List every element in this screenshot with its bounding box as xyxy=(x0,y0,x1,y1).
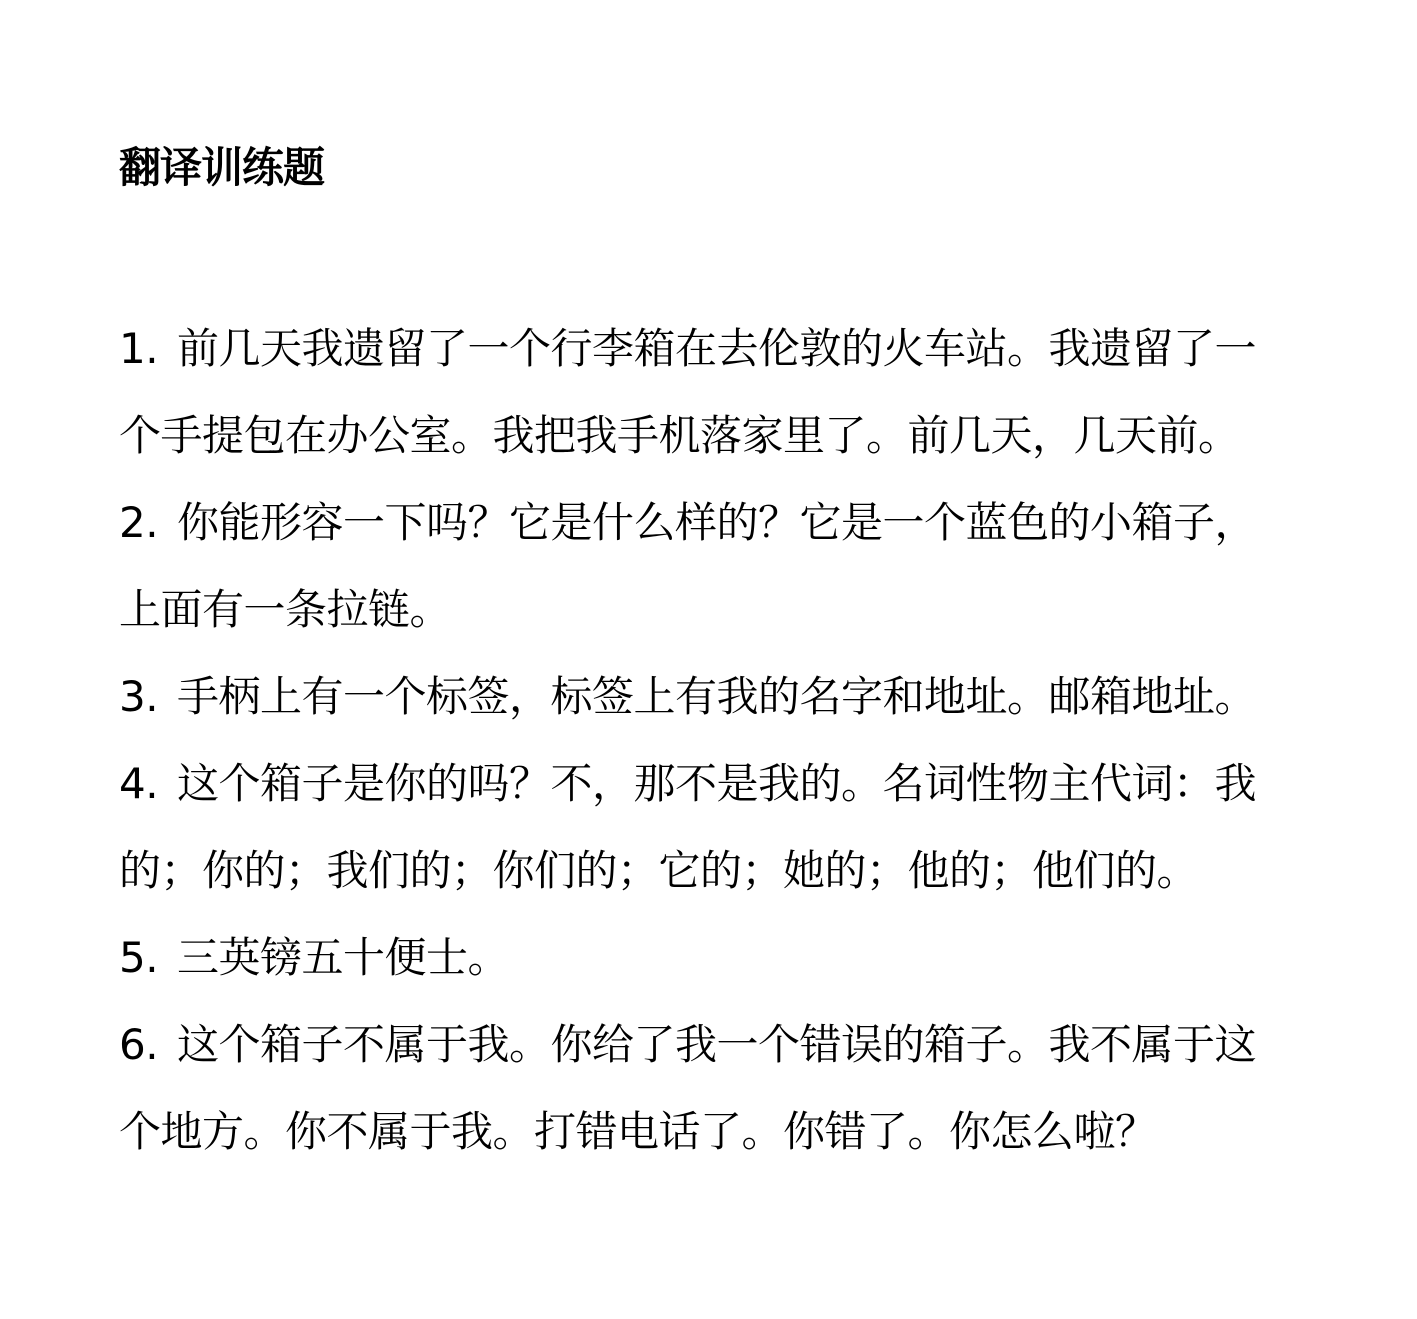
item-text: 你能形容一下吗？它是什么样的？它是一个蓝色的小箱子， xyxy=(177,498,1257,547)
exercise-item-3-line-1 xyxy=(119,653,1319,740)
item-text: 个手提包在办公室。我把我手机落家里了。前几天，几天前。 xyxy=(119,411,1240,460)
item-text: 三英镑五十便士。 xyxy=(177,933,510,982)
item-number: 5. xyxy=(119,933,159,982)
item-text: 的；你的；我们的；你们的；它的；她的；他的；他们的。 xyxy=(119,846,1199,895)
exercise-item-6-line-1 xyxy=(119,1001,1319,1088)
exercise-item-4-line-2 xyxy=(119,827,1319,914)
item-number: 3. xyxy=(119,672,159,721)
exercise-item-2-line-1 xyxy=(119,479,1319,566)
item-number: 1. xyxy=(119,324,159,373)
item-number: 4. xyxy=(119,759,159,808)
exercise-list xyxy=(119,305,1319,1175)
item-number: 6. xyxy=(119,1020,159,1069)
exercise-item-1-line-2 xyxy=(119,392,1319,479)
exercise-item-6-line-2 xyxy=(119,1088,1319,1175)
exercise-item-2-line-2 xyxy=(119,566,1319,653)
item-text: 上面有一条拉链。 xyxy=(119,585,452,634)
exercise-item-4-line-1 xyxy=(119,740,1319,827)
item-text: 这个箱子是你的吗？不，那不是我的。名词性物主代词：我 xyxy=(177,759,1257,808)
item-text: 这个箱子不属于我。你给了我一个错误的箱子。我不属于这 xyxy=(177,1020,1257,1069)
exercise-item-1-line-1 xyxy=(119,305,1319,392)
item-number: 2. xyxy=(119,498,159,547)
item-text: 手柄上有一个标签，标签上有我的名字和地址。邮箱地址。 xyxy=(177,672,1257,721)
document-title: 翻译训练题 xyxy=(119,143,325,192)
item-text: 前几天我遗留了一个行李箱在去伦敦的火车站。我遗留了一 xyxy=(177,324,1257,373)
exercise-item-5-line-1 xyxy=(119,914,1319,1001)
item-text: 个地方。你不属于我。打错电话了。你错了。你怎么啦？ xyxy=(119,1107,1157,1156)
